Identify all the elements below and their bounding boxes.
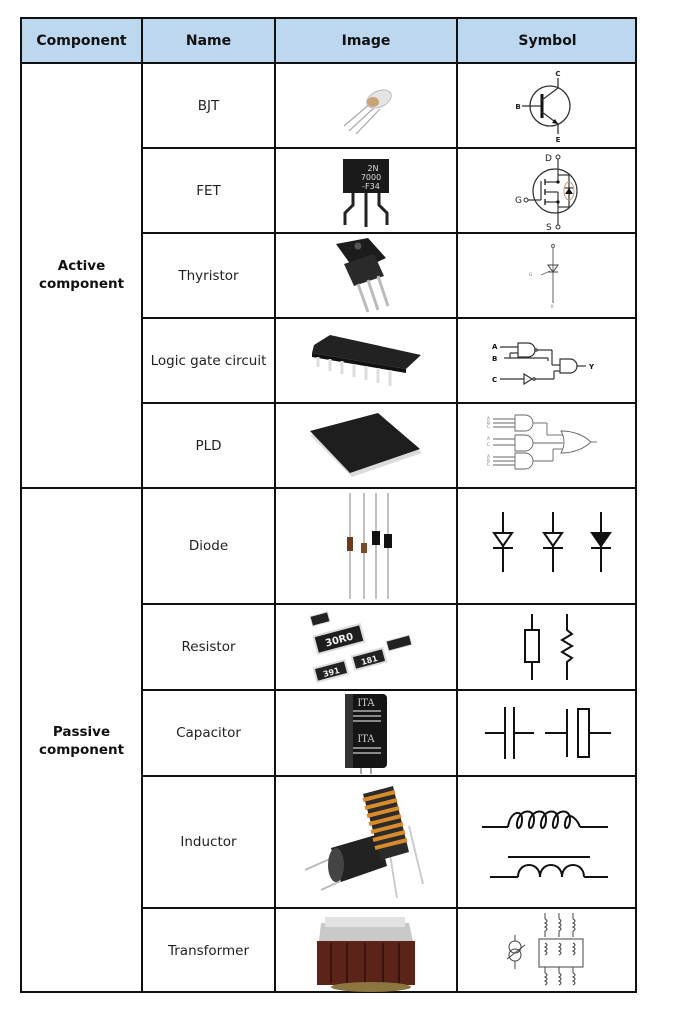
group-active [22,64,141,487]
row-name-diode: Diode [188,538,229,554]
capacitor-photo [276,691,456,775]
svg-text:ITA: ITA [357,698,375,709]
svg-text:B: B [491,354,497,363]
svg-text:A: A [486,415,490,421]
row-name-inductor: Inductor [180,834,237,850]
row-name-pld: PLD [195,437,222,454]
group-label: component [38,275,125,292]
header-symbol: Symbol [518,32,577,49]
header-image: Image [341,32,391,49]
pld-chip-photo [276,404,456,487]
group-passive [22,489,141,993]
svg-text:7000: 7000 [360,172,382,182]
header-component: Component [36,32,127,49]
row-name-transformer: Transformer [167,943,249,959]
pld-symbol [458,404,637,487]
svg-text:181: 181 [360,653,379,667]
svg-text:Y: Y [588,362,594,371]
diode-symbols [458,489,637,603]
svg-text:D: D [544,153,552,164]
diodes-photo [276,489,456,603]
svg-text:B: B [514,103,521,111]
group-label: Active [57,257,106,274]
row-name-fet: FET [196,182,221,199]
svg-text:G: G [514,195,522,206]
transformer-photo [276,909,456,993]
bjt-photo [276,64,456,147]
group-label: Passive [52,724,111,740]
svg-text:2N: 2N [367,163,379,173]
logic-gate-circuit-symbol [458,319,637,402]
row-name-resistor: Resistor [181,639,236,655]
inductor-photo [276,777,456,907]
bjt-symbol [458,64,637,147]
svg-text:B: B [486,457,490,463]
inductor-symbols [458,777,637,907]
svg-text:C: C [486,461,490,467]
svg-text:B: B [486,419,490,425]
resistor-symbols [458,605,637,689]
transformer-symbols [458,909,637,993]
mosfet-symbol [458,149,637,232]
svg-text:30R0: 30R0 [324,631,355,650]
thyristor-photo [276,234,456,317]
svg-text:C: C [491,375,497,384]
logic-gate-ic-photo [276,319,456,402]
svg-text:C: C [486,441,490,447]
svg-text:A: A [491,342,497,351]
row-name-bjt: BJT [197,97,220,114]
svg-text:G: G [528,271,532,277]
svg-text:S: S [545,222,552,231]
svg-text:E: E [555,136,560,143]
components-table [20,17,637,993]
smd-resistors-photo [276,605,456,689]
row-name-logic-gate: Logic gate circuit [150,352,267,369]
row-name-capacitor: Capacitor [176,725,241,741]
svg-text:A: A [486,435,490,441]
svg-text:C: C [486,423,490,429]
svg-text:A: A [486,453,490,459]
svg-text:ITA: ITA [357,734,375,745]
svg-text:391: 391 [322,665,341,679]
group-label: component [38,742,125,758]
svg-text:-F34: -F34 [362,181,380,191]
fet-photo [276,149,456,232]
row-name-thyristor: Thyristor [178,267,239,284]
capacitor-symbols [458,691,637,775]
svg-text:C: C [554,70,561,78]
svg-text:K: K [550,303,554,309]
header-name: Name [185,32,232,49]
thyristor-symbol [458,234,637,317]
